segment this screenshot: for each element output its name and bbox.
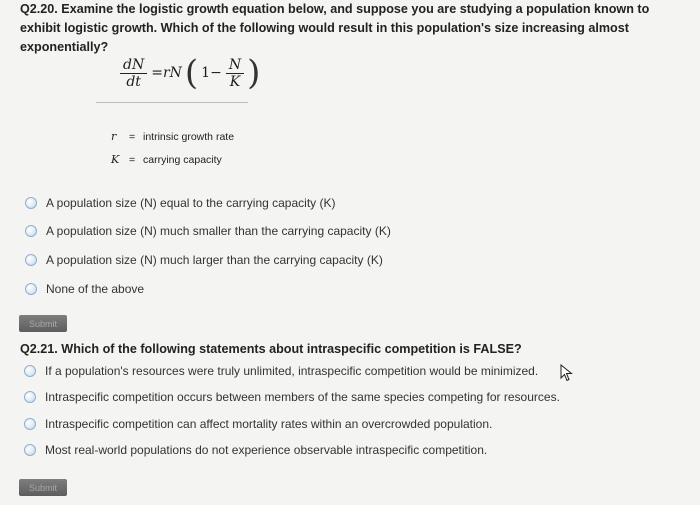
definition-text: carrying capacity bbox=[143, 153, 222, 166]
q221-option-1[interactable] bbox=[24, 364, 538, 378]
definition-text: intrinsic growth rate bbox=[143, 130, 235, 143]
q220-option-3[interactable] bbox=[25, 253, 383, 267]
option-label: Intraspecific competition can affect mortality rates within an overcrowded population. bbox=[45, 417, 493, 431]
capacity-numerator: N bbox=[226, 57, 244, 74]
derivative-denominator: dt bbox=[126, 73, 141, 90]
mouse-cursor-icon bbox=[560, 364, 574, 382]
right-paren-glyph: ) bbox=[247, 53, 261, 93]
radio-button[interactable] bbox=[25, 197, 37, 209]
q221-option-3[interactable] bbox=[24, 417, 492, 431]
radio-button[interactable] bbox=[24, 444, 36, 456]
equation-one-minus: 1− bbox=[201, 65, 222, 81]
option-label: Most real-world populations do not experience observable intraspecific competition. bbox=[45, 443, 488, 457]
capacity-fraction bbox=[226, 57, 244, 90]
q220-option-2[interactable] bbox=[25, 224, 391, 238]
definition-equals: = bbox=[129, 130, 136, 143]
q221-option-2[interactable] bbox=[24, 390, 560, 404]
equation-divider bbox=[96, 102, 248, 103]
radio-button[interactable] bbox=[24, 365, 36, 377]
radio-button[interactable] bbox=[24, 418, 36, 430]
radio-button[interactable] bbox=[25, 254, 37, 266]
question-2-20-title: Q2.20. Examine the logistic growth equation below, and suppose you are studying a population known to exhibit logistic growth. Which of the following would result in this population's size increasing almost exponentially? bbox=[20, 2, 650, 54]
radio-button[interactable] bbox=[25, 225, 37, 237]
definition-r bbox=[111, 130, 234, 143]
equation-rn: =rN bbox=[151, 65, 182, 81]
option-label: A population size (N) much smaller than the carrying capacity (K) bbox=[46, 224, 391, 238]
radio-button[interactable] bbox=[25, 283, 37, 295]
definition-equals: = bbox=[129, 153, 136, 166]
left-paren-glyph: ( bbox=[184, 53, 199, 93]
q220-option-4[interactable] bbox=[25, 282, 144, 296]
q221-option-4[interactable] bbox=[24, 443, 487, 457]
radio-button[interactable] bbox=[24, 391, 36, 403]
option-label: If a population's resources were truly unlimited, intraspecific competition would be minimized. bbox=[45, 364, 539, 378]
option-label: A population size (N) equal to the carrying capacity (K) bbox=[46, 196, 336, 210]
capacity-denominator: K bbox=[229, 73, 241, 90]
logistic-equation bbox=[118, 53, 261, 93]
option-label: A population size (N) much larger than the carrying capacity (K) bbox=[46, 253, 383, 267]
question-2-21-title: Q2.21. Which of the following statements about intraspecific competition is FALSE? bbox=[20, 342, 522, 356]
q220-submit-button[interactable]: Submit bbox=[19, 315, 67, 332]
derivative-fraction bbox=[120, 57, 147, 90]
option-label: Intraspecific competition occurs between members of the same species competing for resources. bbox=[45, 390, 560, 404]
definition-symbol: r bbox=[111, 130, 117, 143]
q221-submit-button[interactable]: Submit bbox=[19, 479, 67, 496]
q220-option-1[interactable] bbox=[25, 196, 335, 210]
option-label: None of the above bbox=[46, 282, 145, 296]
definition-k bbox=[111, 153, 222, 166]
definition-symbol: K bbox=[111, 153, 120, 166]
derivative-numerator: dN bbox=[120, 57, 147, 74]
